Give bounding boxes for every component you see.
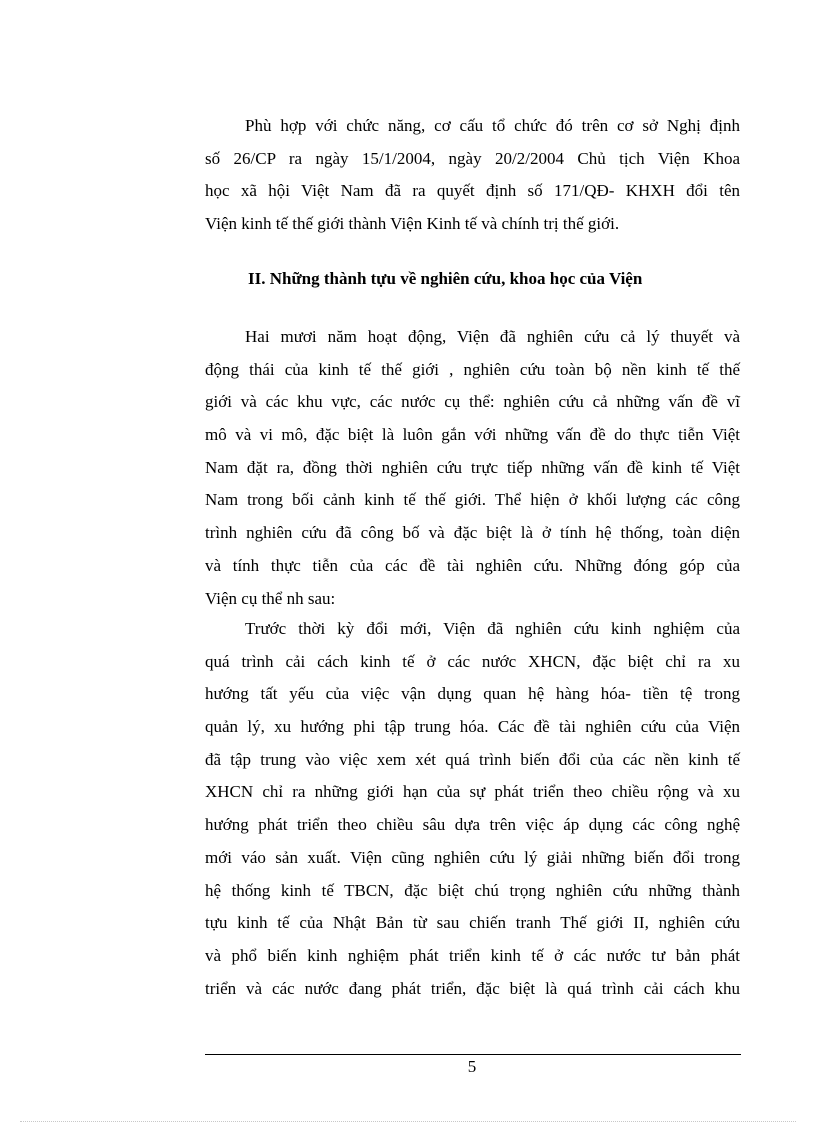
paragraph-line: quá trình cải cách kinh tế ở các nước XHCN, đặc biệt chỉ ra xu <box>205 651 740 671</box>
paragraph-line: Phù hợp với chức năng, cơ cấu tổ chức đó trên cơ sở Nghị định <box>245 116 740 135</box>
paragraph-line: hướng tất yếu của việc vận dụng quan hệ hàng hóa- tiền tệ trong <box>205 684 740 704</box>
paragraph-line: quản lý, xu hướng phi tập trung hóa. Các đề tài nghiên cứu của Viện <box>205 717 740 737</box>
paragraph-line: tựu kinh tế của Nhật Bản từ sau chiến tranh Thế giới II, nghiên cứu <box>205 913 740 933</box>
paragraph-line: Hai mươi năm hoạt động, Viện đã nghiên cứu cả lý thuyết và <box>245 327 740 346</box>
paragraph-line: Nam trong bối cảnh kinh tế thế giới. Thể hiện ở khối lượng các công <box>205 490 740 510</box>
paragraph-line: học xã hội Việt Nam đã ra quyết định số 171/QĐ- KHXH đổi tên <box>205 181 740 201</box>
paragraph-line: Trước thời kỳ đổi mới, Viện đã nghiên cứu kinh nghiệm của <box>245 619 740 638</box>
section-heading: II. Những thành tựu về nghiên cứu, khoa học của Viện <box>248 269 643 288</box>
footer-divider <box>205 1054 741 1055</box>
paragraph-line: Nam đặt ra, đồng thời nghiên cứu trực tiếp những vấn đề kinh tế Việt <box>205 457 740 477</box>
paragraph-line: triển và các nước đang phát triển, đặc biệt là quá trình cải cách khu <box>205 978 740 998</box>
paragraph-line: và phổ biến kinh nghiệm phát triển kinh tế ở các nước tư bản phát <box>205 945 740 965</box>
paragraph-line: mô và vi mô, đặc biệt là luôn gắn với những vấn đề do thực tiễn Việt <box>205 425 740 445</box>
paragraph-line: giới và các khu vực, các nước cụ thể: nghiên cứu cả những vấn đề vĩ <box>205 392 740 412</box>
paragraph-line: trình nghiên cứu đã công bố và đặc biệt là ở tính hệ thống, toàn diện <box>205 523 740 543</box>
paragraph-line: và tính thực tiễn của các đề tài nghiên cứu. Những đóng góp của <box>205 555 740 575</box>
paragraph-line: hệ thống kinh tế TBCN, đặc biệt chú trọng nghiên cứu những thành <box>205 880 740 900</box>
paragraph-line: XHCN chỉ ra những giới hạn của sự phát triển theo chiều rộng và xu <box>205 782 740 802</box>
paragraph-2 <box>205 321 740 615</box>
paragraph-line: Viện kinh tế thế giới thành Viện Kinh tế và chính trị thế giới. <box>205 214 620 234</box>
paragraph-line: mới váo sản xuất. Viện cũng nghiên cứu lý giải những biến đổi trong <box>205 847 740 867</box>
page-number: 5 <box>467 1057 477 1076</box>
paragraph-line: số 26/CP ra ngày 15/1/2004, ngày 20/2/2004 Chủ tịch Viện Khoa <box>205 148 740 168</box>
paragraph-line: động thái của kinh tế thế giới , nghiên cứu toàn bộ nền kinh tế thế <box>205 359 740 379</box>
paragraph-1 <box>205 110 740 241</box>
paragraph-3 <box>205 613 740 1005</box>
paragraph-line: hướng phát triển theo chiều sâu dựa trên việc áp dụng các công nghệ <box>205 815 740 835</box>
paragraph-line: Viện cụ thể nh sau: <box>205 588 336 608</box>
paragraph-line: đã tập trung vào việc xem xét quá trình biến đổi của các nền kinh tế <box>205 749 740 769</box>
page-edge-divider <box>20 1121 796 1122</box>
